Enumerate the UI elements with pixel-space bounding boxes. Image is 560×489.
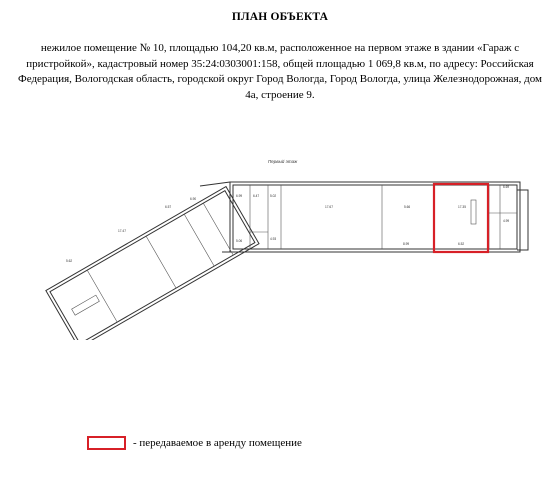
svg-text:4.93: 4.93 <box>270 237 277 241</box>
left-wing <box>46 187 259 340</box>
svg-text:6.99: 6.99 <box>236 194 243 198</box>
svg-text:5.02: 5.02 <box>270 194 277 198</box>
svg-text:6.90: 6.90 <box>190 197 197 201</box>
floor-label: Первый этаж <box>268 159 298 164</box>
svg-text:17.35: 17.35 <box>458 205 466 209</box>
legend <box>87 434 302 452</box>
document-title: ПЛАН ОБЪЕКТА <box>231 11 329 23</box>
svg-text:5.06: 5.06 <box>236 239 243 243</box>
svg-text:5.62: 5.62 <box>66 259 73 263</box>
svg-text:17.47: 17.47 <box>118 229 126 233</box>
svg-text:4.99: 4.99 <box>503 219 510 223</box>
right-wing <box>230 182 528 252</box>
legend-text: - передаваемое в аренду помещение <box>133 437 302 449</box>
svg-text:6.57: 6.57 <box>165 205 172 209</box>
svg-text:17.67: 17.67 <box>325 205 333 209</box>
svg-text:5.66: 5.66 <box>404 205 411 209</box>
svg-text:6.52: 6.52 <box>458 242 465 246</box>
object-description: нежилое помещение № 10, площадью 104,20 кв.м, расположенное на первом этаже в здании «Гараж с пристройкой», кадастровый номер 35:24:0303001:158, общей площадью 1 069,8 кв.м, по адресу: Российская Федерация, Вологодская область, городской округ Город Вологда, Город Вологда, улица Железнодорожная, дом 4а, строение 9. <box>18 42 542 101</box>
floor-plan <box>0 150 560 340</box>
svg-text:8.99: 8.99 <box>403 242 410 246</box>
legend-swatch <box>87 436 126 450</box>
svg-text:6.47: 6.47 <box>253 194 260 198</box>
svg-text:6.69: 6.69 <box>503 185 510 189</box>
